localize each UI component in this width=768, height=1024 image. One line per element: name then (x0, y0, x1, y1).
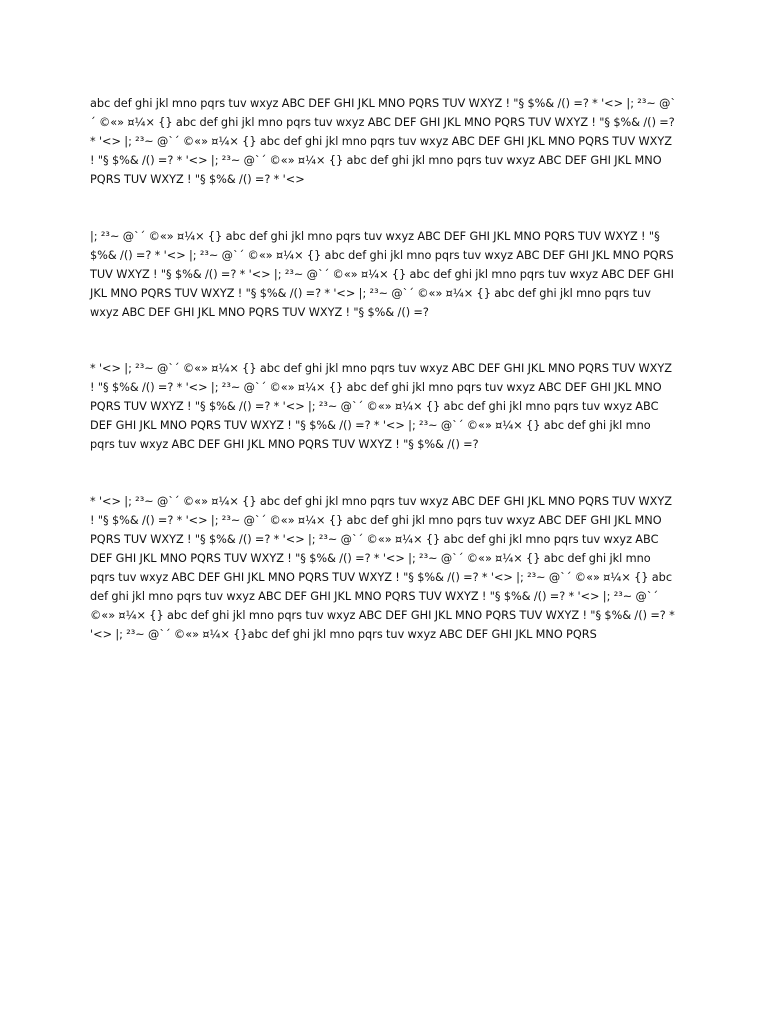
paragraph-3: * '<> |; ²³~ @`´ ©«» ¤¼× {} abc def ghi jkl mno pqrs tuv wxyz ABC DEF GHI JKL MNO PQRS TUV WXYZ ! "§ $%& /() =? * '<> |; ²³~ @`´ ©«» ¤¼× {} abc def ghi jkl mno pqrs tuv wxyz ABC DEF GHI JKL MNO PQRS TUV WXYZ ! "§ $%& /() =? * '<> |; ²³~ @`´ ©«» ¤¼× {} abc def ghi jkl mno pqrs tuv wxyz ABC DEF GHI JKL MNO PQRS TUV WXYZ ! "§ $%& /() =? * '<> |; ²³~ @`´ ©«» ¤¼× {} abc def ghi jkl mno pqrs tuv wxyz ABC DEF GHI JKL MNO PQRS TUV WXYZ ! "§ $%& /() =? (90, 362, 673, 451)
paragraph-1: abc def ghi jkl mno pqrs tuv wxyz ABC DEF GHI JKL MNO PQRS TUV WXYZ ! "§ $%& /() =? * '<> |; ²³~ @`´ ©«» ¤¼× {} abc def ghi jkl mno pqrs tuv wxyz ABC DEF GHI JKL MNO PQRS TUV WXYZ ! "§ $%& /() =? * '<> |; ²³~ @`´ ©«» ¤¼× {} abc def ghi jkl mno pqrs tuv wxyz ABC DEF GHI JKL MNO PQRS TUV WXYZ ! "§ $%& /() =? * '<> |; ²³~ @`´ ©«» ¤¼× {} abc def ghi jkl mno pqrs tuv wxyz ABC DEF GHI JKL MNO PQRS TUV WXYZ ! "§ $%& /() =? * '<> (90, 97, 677, 186)
paragraph-4: * '<> |; ²³~ @`´ ©«» ¤¼× {} abc def ghi jkl mno pqrs tuv wxyz ABC DEF GHI JKL MNO PQRS TUV WXYZ ! "§ $%& /() =? * '<> |; ²³~ @`´ ©«» ¤¼× {} abc def ghi jkl mno pqrs tuv wxyz ABC DEF GHI JKL MNO PQRS TUV WXYZ ! "§ $%& /() =? * '<> |; ²³~ @`´ ©«» ¤¼× {} abc def ghi jkl mno pqrs tuv wxyz ABC DEF GHI JKL MNO PQRS TUV WXYZ ! "§ $%& /() =? * '<> |; ²³~ @`´ ©«» ¤¼× {} abc def ghi jkl mno pqrs tuv wxyz ABC DEF GHI JKL MNO PQRS TUV WXYZ ! "§ $%& /() =? * '<> |; ²³~ @`´ ©«» ¤¼× {} abc def ghi jkl mno pqrs tuv wxyz ABC DEF GHI JKL MNO PQRS TUV WXYZ ! "§ $%& /() =? * '<> |; ²³~ @`´ ©«» ¤¼× {} abc def ghi jkl mno pqrs tuv wxyz ABC DEF GHI JKL MNO PQRS TUV WXYZ ! "§ $%& /() =? * '<> |; ²³~ @`´ ©«» ¤¼× {}abc def ghi jkl mno pqrs tuv wxyz ABC DEF GHI JKL MNO PQRS (90, 495, 675, 641)
paragraph-2: |; ²³~ @`´ ©«» ¤¼× {} abc def ghi jkl mno pqrs tuv wxyz ABC DEF GHI JKL MNO PQRS TUV WXYZ ! "§ $%& /() =? * '<> |; ²³~ @`´ ©«» ¤¼× {} abc def ghi jkl mno pqrs tuv wxyz ABC DEF GHI JKL MNO PQRS TUV WXYZ ! "§ $%& /() =? * '<> |; ²³~ @`´ ©«» ¤¼× {} abc def ghi jkl mno pqrs tuv wxyz ABC DEF GHI JKL MNO PQRS TUV WXYZ ! "§ $%& /() =? * '<> |; ²³~ @`´ ©«» ¤¼× {} abc def ghi jkl mno pqrs tuv wxyz ABC DEF GHI JKL MNO PQRS TUV WXYZ ! "§ $%& /() =? (90, 230, 674, 319)
